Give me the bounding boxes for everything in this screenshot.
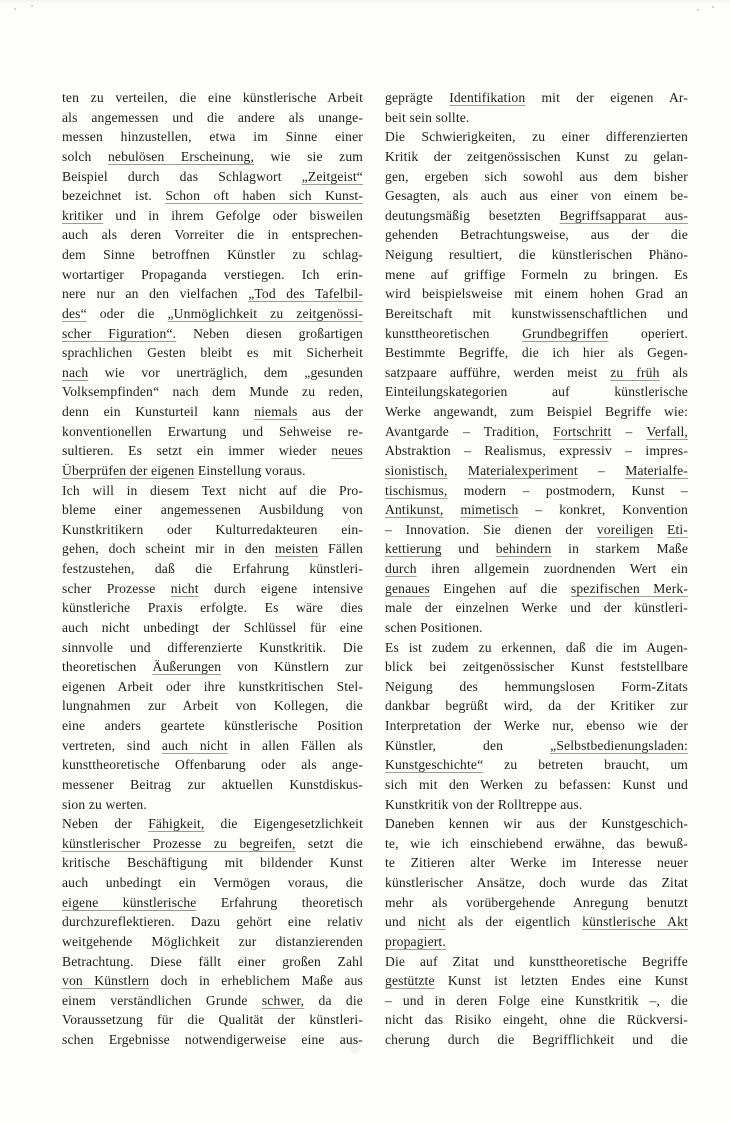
text-line: künstlerischer Prozesse zu begreifen, setzt die [62, 835, 363, 851]
text-line: vertreten, sind auch nicht in allen Fällen als [62, 737, 363, 753]
text-line: schen Positionen. [385, 619, 483, 635]
pencil-underline: durch [385, 561, 417, 576]
pencil-underline: Begriffsapparat aus- [559, 207, 689, 223]
text-line: beit sein sollte. [385, 109, 470, 125]
text-line: Beispiel durch das Schlagwort „Zeitgeist“ [62, 168, 363, 184]
pencil-underline: Kunstgeschichte“ [385, 757, 484, 773]
text-line: eine anders geartete künstlerische Position [62, 718, 363, 733]
text-line: Avantgarde – Tradition, Fortschritt – Verfall, [385, 423, 688, 439]
text-line: kritische Beschäftigung mit bildender Kunst [62, 855, 363, 871]
pencil-underline: Eti- [667, 521, 688, 537]
text-line: theoretischen Äußerungen von Künstlern zur [62, 659, 363, 675]
pencil-underline: mimetisch [460, 502, 519, 518]
text-column-left [62, 88, 363, 1050]
text-line: künstlerischer Ansätze, doch wurde das Zitat [385, 875, 688, 890]
text-line: messen hinzustellen, etwa im Sinne einer [62, 129, 363, 145]
text-line: Ich will in diesem Text nicht auf die Pro- [62, 482, 363, 498]
text-line: bezeichnet ist. Schon oft haben sich Kunst- [62, 188, 363, 204]
pencil-underline: zu früh [610, 364, 660, 380]
pencil-underline: gestützte [385, 973, 435, 989]
pencil-underline: neues [331, 443, 363, 459]
text-line: mehr als vorübergehende Anregung benutzt [385, 894, 688, 910]
text-line: solch nebulösen Erscheinung, wie sie zum [62, 148, 363, 164]
text-line: Es ist zudem zu erkennen, daß die im Augen- [385, 639, 688, 655]
text-line: auch als deren Vorreiter die in entsprechen- [62, 227, 363, 243]
scan-speck [712, 6, 714, 8]
text-line: eigene künstlerische Erfahrung theoretisch [62, 894, 363, 910]
pencil-underline: behindern [495, 541, 552, 557]
text-line: nach wie vor unerträglich, dem „gesunden [62, 364, 363, 380]
text-line: als angemessen und die andere als unange- [62, 109, 363, 125]
text-line: Neben der Fähigkeit, die Eigengesetzlichkeit [62, 816, 363, 832]
scan-speck [697, 9, 699, 11]
text-line: – und in deren Folge eine Kunstkritik –, die [385, 992, 688, 1008]
text-line: kunsttheoretischen Grundbegriffen operiert. [385, 325, 688, 341]
text-line: Überprüfen der eigenen Einstellung voraus. [62, 462, 306, 478]
pencil-underline: Antikunst, [385, 502, 444, 518]
text-line: Werke angewandt, zum Beispiel Begriffe wie: [385, 404, 688, 419]
text-line: geprägte Identifikation mit der eigenen Ar- [385, 90, 689, 105]
text-line: sich mit den Werken zu befassen: Kunst und [385, 776, 688, 792]
text-line: kunsttheoretische Offenbarung oder als ange- [62, 757, 363, 773]
pencil-underline: tischismus, [385, 482, 448, 498]
text-line: gehenden Betrachtungsweise, aus der die [385, 227, 688, 243]
text-line: schen Ergebnisse notwendigerweise eine aus- [62, 1032, 363, 1047]
text-line: te Zitieren alter Werke im Interesse neuer [385, 855, 688, 871]
text-line [385, 932, 688, 952]
text-line: Daneben kennen wir aus der Kunstgeschich- [385, 816, 688, 832]
pencil-underline: genaues [385, 580, 430, 596]
text-line: ten zu verteilen, die eine künstlerische Arbeit [62, 90, 363, 105]
pencil-underline: Verfall, [646, 423, 688, 439]
text-line: scher Figuration“. Neben diesen großartigen [62, 325, 363, 341]
text-line: Kritik der zeitgenössischen Kunst zu gelan- [385, 148, 688, 164]
pencil-underline: von Künstlern [62, 973, 150, 989]
text-line: scher Prozesse nicht durch eigene intensive [62, 580, 363, 596]
text-line: cherung durch die Begrifflichkeit und die [385, 1032, 688, 1047]
text-line: künstleriche Praxis erfolgte. Es wäre dies [62, 600, 363, 616]
text-line: auch nicht unbedingt der Schlüssel für eine [62, 619, 363, 635]
pencil-underline: niemals [254, 404, 298, 419]
text-line: Betrachtung. Diese fällt einer großen Zahl [62, 953, 363, 969]
pencil-underline: Schon oft haben sich Kunst- [165, 188, 363, 204]
text-line: denn ein Kunsturteil kann niemals aus der [62, 404, 363, 419]
text-column-right [385, 88, 688, 1050]
text-line: Gesagten, als auch aus einer von einem be- [385, 188, 688, 204]
text-line: Die auf Zitat und kunsttheoretische Begriffe [385, 953, 688, 969]
text-line: Abstraktion – Realismus, expressiv – impres- [385, 443, 688, 459]
text-line: gehen, doch scheint mir in den meisten Fällen [62, 541, 363, 557]
text-line: sinnvolle und differenzierte Kunstkritik. Die [62, 639, 363, 655]
text-line: sprachlichen Gesten bleibt es mit Sicherheit [62, 345, 363, 361]
text-line: lungnahmen zur Arbeit von Kollegen, die [62, 698, 363, 714]
text-line: des“ oder die „Unmöglichkeit zu zeitgenössi- [62, 305, 363, 321]
pencil-underline: kettierung [385, 541, 442, 557]
text-line: Volksempfinden“ nach dem Munde zu reden, [62, 384, 363, 400]
text-line: nicht das Risiko eingeht, ohne die Rückversi- [385, 1012, 688, 1028]
text-line: und nicht als der eigentlich künstlerische Akt [385, 914, 688, 930]
pencil-underline: voreiligen [596, 521, 654, 537]
text-line: Kunstkritikern oder Kulturredakteuren ein- [62, 521, 363, 537]
text-line: von Künstlern doch in erheblichem Maße aus [62, 973, 363, 989]
text-line: festzustehen, daß die Erfahrung künstleri- [62, 561, 363, 576]
pencil-underline: Fortschritt [553, 423, 612, 439]
pencil-underline: meisten [274, 541, 319, 557]
pencil-underline: Materialexperiment [467, 462, 578, 478]
pencil-underline: Äußerungen [152, 659, 222, 675]
text-line: sultieren. Es setzt ein immer wieder neues [62, 443, 363, 459]
text-line: konventionellen Erwartung und Sehweise re- [62, 423, 363, 439]
text-line: gestützte Kunst ist letzten Endes eine Kunst [385, 973, 688, 989]
text-line: wortartiger Propaganda verstiegen. Ich erin- [62, 266, 363, 282]
pencil-underline: nach [62, 364, 89, 380]
pencil-underline: Grundbegriffen [522, 325, 609, 341]
text-line: kritiker und in ihrem Gefolge oder bisweilen [62, 207, 363, 223]
pencil-underline: des“ [62, 305, 87, 321]
text-line: durchzureflektieren. Dazu gehört eine relativ [62, 914, 363, 930]
text-line: nere nur an den vielfachen „Tod des Tafelbil- [62, 286, 363, 302]
pencil-underline: „Selbstbedienungsladen: [550, 737, 688, 753]
text-line: Die Schwierigkeiten, zu einer differenzierten [385, 129, 688, 145]
pencil-underline: „Unmöglichkeit zu zeitgenössi- [167, 305, 363, 321]
pencil-underline: spezifischen Merk- [570, 580, 688, 596]
scan-smudge [350, 1038, 360, 1054]
pencil-underline: scher Figuration“. [62, 325, 177, 341]
text-line: dankbar begrüßt wird, da der Kritiker zur [385, 698, 688, 714]
text-line: sionistisch, Materialexperiment – Materialfe- [385, 462, 688, 478]
text-line: einem verständlichen Grunde schwer, da die [62, 992, 363, 1008]
pencil-underline: „Zeitgeist“ [301, 168, 363, 184]
text-line: tischismus, modern – postmodern, Kunst – [385, 482, 688, 498]
text-line: eigenen Arbeit oder ihre kunstkritischen Stel- [62, 678, 363, 694]
pencil-underline: Identifikation [449, 90, 526, 105]
text-line: Künstler, den „Selbstbedienungsladen: [385, 737, 688, 753]
text-line: blick bei zeitgenössischer Kunst feststellbare [385, 659, 688, 675]
text-line: genaues Eingehen auf die spezifischen Merk- [385, 580, 688, 596]
text-line: Bereitschaft mit kunstwissenschaftlichen und [385, 305, 688, 321]
text-line: Neigung resultiert, die künstlerischen Phäno- [385, 247, 688, 262]
pencil-underline: schwer, [261, 992, 305, 1008]
text-line: mene auf griffige Formeln zu bringen. Es [385, 266, 688, 282]
text-line: Voraussetzung für die Qualität der künstleri- [62, 1012, 363, 1028]
text-line: sion zu werten. [62, 796, 147, 812]
text-line: deutungsmäßig besetzten Begriffsapparat aus- [385, 207, 689, 223]
text-line: messener Beitrag zur aktuellen Kunstdiskus- [62, 776, 363, 792]
pencil-underline: Überprüfen der eigenen [62, 462, 195, 478]
pencil-underline: propagiert. [385, 933, 446, 949]
pencil-underline: „Tod des Tafelbil- [248, 286, 363, 302]
pencil-underline: nicht [417, 914, 446, 930]
text-line: bleme einer angemessenen Ausbildung von [62, 502, 363, 518]
text-line: Antikunst, mimetisch – konkret, Konvention [385, 502, 688, 518]
scan-speck [31, 5, 33, 7]
pencil-underline: nebulösen Erscheinung, [107, 148, 255, 164]
text-line: auch unbedingt ein Vermögen voraus, die [62, 875, 363, 890]
text-line: Bestimmte Begriffe, die ich hier als Gegen- [385, 345, 688, 361]
text-line: te, wie ich einschiebend erwähne, das bewuß- [385, 835, 688, 851]
pencil-underline: sionistisch, [385, 462, 448, 478]
text-line: weitgehende Möglichkeit zur distanzierenden [62, 933, 363, 949]
pencil-underline: künstlerischer Prozesse zu begreifen, [62, 835, 296, 851]
text-line: Interpretation der Werke nur, ebenso wie der [385, 718, 688, 733]
scan-speck [14, 8, 16, 10]
pencil-underline: Materialfe- [625, 462, 688, 478]
text-line: – Innovation. Sie dienen der voreiligen Eti- [385, 521, 688, 537]
text-line: Kunstgeschichte“ zu betreten braucht, um [385, 757, 688, 773]
text-line: wird beispielsweise mit einem hohen Grad an [385, 286, 688, 302]
text-line: gen, ergeben sich sowohl aus dem bisher [385, 168, 688, 184]
text-line: satzpaare aufführe, werden meist zu früh als [385, 364, 688, 380]
text-line: kettierung und behindern in starkem Maße [385, 541, 689, 557]
text-line: Neigung des hemmungslosen Form-Zitats [385, 678, 688, 694]
text-line: Einteilungskategorien auf künstlerische [385, 384, 688, 400]
pencil-underline: kritiker [62, 207, 104, 223]
pencil-underline: nicht [170, 580, 199, 596]
text-line: dem Sinne betroffnen Künstler zu schlag- [62, 247, 363, 262]
pencil-underline: eigene künstlerische [62, 894, 197, 910]
text-line: male der einzelnen Werke und der künstleri- [385, 600, 688, 616]
text-line: Kunstkritik von der Rolltreppe aus. [385, 796, 583, 812]
pencil-underline: künstlerische Akt [582, 914, 688, 930]
pencil-underline: auch nicht [161, 737, 228, 753]
text-line: durch ihren allgemein zuordnenden Wert ein [385, 561, 688, 576]
pencil-underline: Fähigkeit, [148, 816, 205, 832]
